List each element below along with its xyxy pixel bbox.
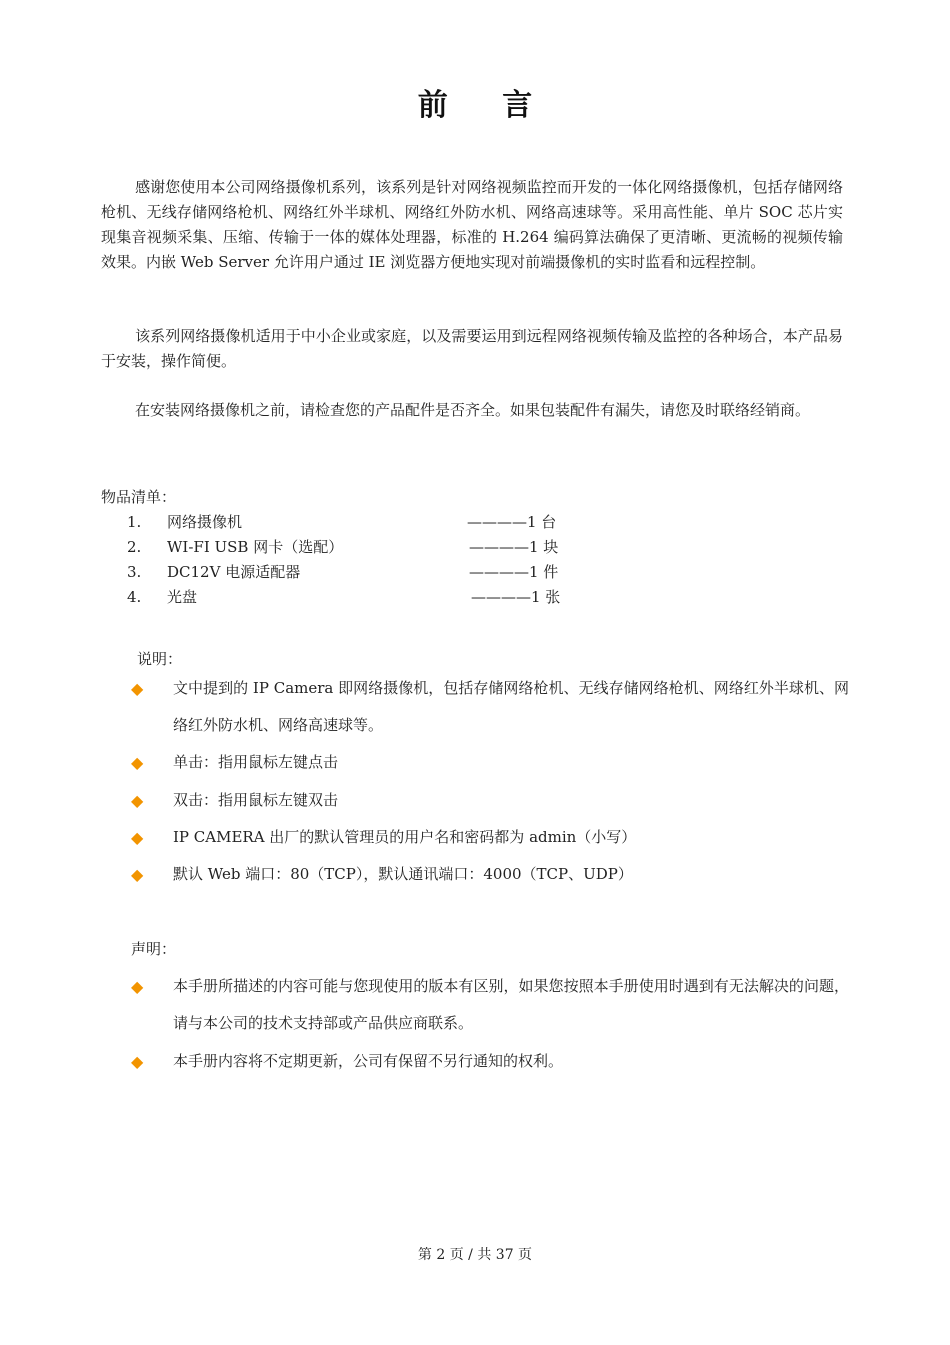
item-name: WI-FI USB 网卡（选配） [167, 538, 344, 556]
item-name: 网络摄像机 [167, 513, 243, 531]
item-name: 光盘 [167, 588, 198, 606]
note-text: IP CAMERA 出厂的默认管理员的用户名和密码都为 admin（小写） [173, 828, 637, 846]
usage-paragraph-text: 该系列网络摄像机适用于中小企业或家庭，以及需要运用到远程网络视频传输及监控的各种场合，本产品易于安装，操作简便。 [101, 327, 843, 370]
diamond-bullet-icon: ◆ [131, 828, 144, 847]
diamond-bullet-icon: ◆ [131, 679, 144, 698]
intro-paragraph [101, 175, 843, 275]
items-list-title: 物品清单： [101, 488, 177, 506]
item-quantity: ————1 张 [471, 588, 561, 606]
item-number: 2. [127, 538, 142, 556]
diamond-bullet-icon: ◆ [131, 977, 144, 996]
page-footer: 第 2 页 / 共 37 页 [417, 1247, 533, 1263]
checklist-paragraph [101, 398, 843, 423]
page-title: 前 言 [417, 88, 555, 123]
note-item [131, 670, 851, 744]
statement-text: 本手册内容将不定期更新，公司有保留不另行通知的权利。 [173, 1052, 564, 1070]
item-quantity: ————1 块 [469, 538, 559, 556]
item-number: 3. [127, 563, 142, 581]
note-text: 文中提到的 IP Camera 即网络摄像机，包括存储网络枪机、无线存储网络枪机、网络红外半球机、网络红外防水机、网络高速球等。 [173, 679, 849, 734]
item-name: DC12V 电源适配器 [167, 563, 301, 581]
intro-paragraph-text: 感谢您使用本公司网络摄像机系列，该系列是针对网络视频监控而开发的一体化网络摄像机，包括存储网络枪机、无线存储网络枪机、网络红外半球机、网络红外防水机、网络高速球等。采用高性能、单片 SOC 芯片实现集音视频采集、压缩、传输于一体的媒体处理器，标准的 H.264 编码算法确保了更清晰、更流畅的视频传输效果。内嵌 Web Server 允许用户通过 IE 浏览器方便地实现对前端摄像机的实时监看和远程控制。 [101, 178, 843, 271]
usage-paragraph [101, 324, 843, 374]
item-quantity: ————1 台 [467, 513, 557, 531]
statement-text: 本手册所描述的内容可能与您现使用的版本有区别，如果您按照本手册使用时遇到有无法解决的问题，请与本公司的技术支持部或产品供应商联系。 [173, 977, 849, 1032]
statement-item [131, 1043, 851, 1080]
diamond-bullet-icon: ◆ [131, 753, 144, 772]
diamond-bullet-icon: ◆ [131, 791, 144, 810]
note-text: 单击：指用鼠标左键点击 [173, 753, 339, 771]
diamond-bullet-icon: ◆ [131, 865, 144, 884]
notes-label: 说明： [137, 650, 183, 668]
note-text: 双击：指用鼠标左键双击 [173, 791, 339, 809]
statement-item [131, 968, 851, 1042]
note-item [131, 782, 851, 819]
note-text: 默认 Web 端口：80（TCP），默认通讯端口：4000（TCP、UDP） [173, 865, 633, 883]
note-item [131, 744, 851, 781]
item-quantity: ————1 件 [469, 563, 559, 581]
note-item [131, 856, 851, 893]
statement-label: 声明： [131, 940, 177, 958]
item-number: 1. [127, 513, 142, 531]
note-item [131, 819, 851, 856]
diamond-bullet-icon: ◆ [131, 1052, 144, 1071]
checklist-paragraph-text: 在安装网络摄像机之前，请检查您的产品配件是否齐全。如果包装配件有漏失，请您及时联络经销商。 [135, 401, 811, 419]
item-number: 4. [127, 588, 142, 606]
